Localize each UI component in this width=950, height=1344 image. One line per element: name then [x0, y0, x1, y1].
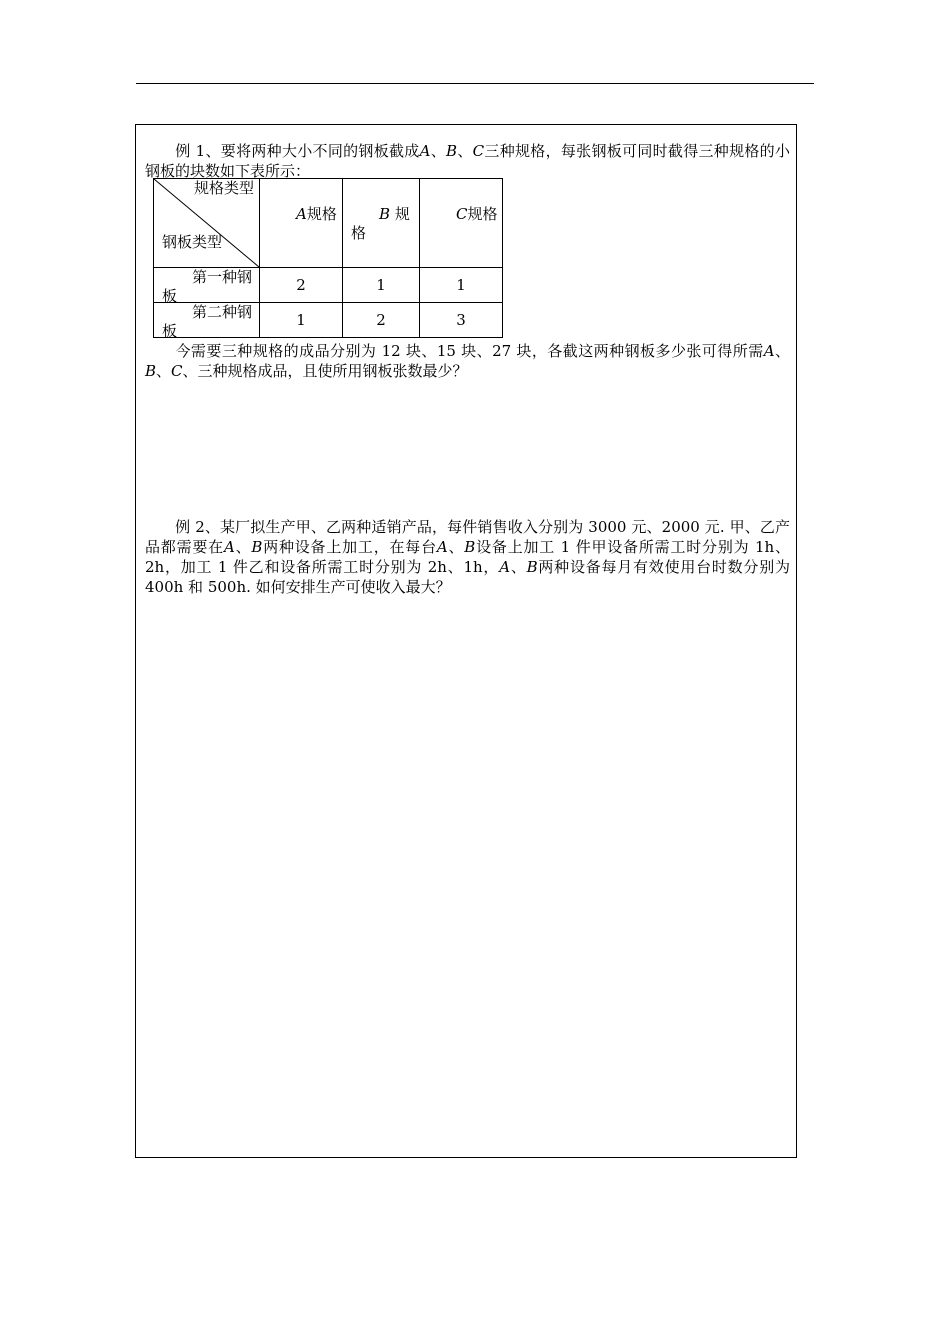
example2-text: 例 2、某厂拟生产甲、乙两种适销产品，每件销售收入分别为 3000 元、2000 元. 甲、乙产品都需要在A、B两种设备上加工，在每台A、B设备上加工 1 件甲设备所需工时分别为 1h、2h，加工 1 件乙和设备所需工时分别为 2h、1h，A、B两种设备每月有效使用台时数分别为 400h 和 500h. 如何安排生产可使收入最大？	[145, 518, 790, 596]
table-cell: 1	[343, 268, 420, 303]
table-row	[154, 303, 503, 338]
corner-bottom-label: 钢板类型	[162, 233, 223, 251]
table-row	[154, 268, 503, 303]
table-cell: 1	[420, 268, 503, 303]
corner-top-label: 规格类型	[194, 179, 255, 197]
row-header-second: 第二种钢板	[154, 303, 260, 338]
example1-question: 今需要三种规格的成品分别为 12 块、15 块、27 块，各截这两种钢板多少张可得所需A、B、C、三种规格成品，且使所用钢板张数最少？	[145, 342, 790, 380]
table-cell: 3	[420, 303, 503, 338]
column-header-c: C规格	[420, 179, 503, 268]
table-cell: 2	[343, 303, 420, 338]
example1-intro: 例 1、要将两种大小不同的钢板截成A、B、C三种规格，每张钢板可同时截得三种规格的小钢板的块数如下表所示：	[145, 142, 790, 180]
header-rule	[136, 83, 814, 84]
table-cell: 1	[260, 303, 343, 338]
row-header-first: 第一种钢板	[154, 268, 260, 303]
table-corner-cell	[154, 179, 260, 268]
steel-spec-table	[153, 178, 503, 338]
table-cell: 2	[260, 268, 343, 303]
column-header-b: B 规格	[343, 179, 420, 268]
column-header-a: A规格	[260, 179, 343, 268]
